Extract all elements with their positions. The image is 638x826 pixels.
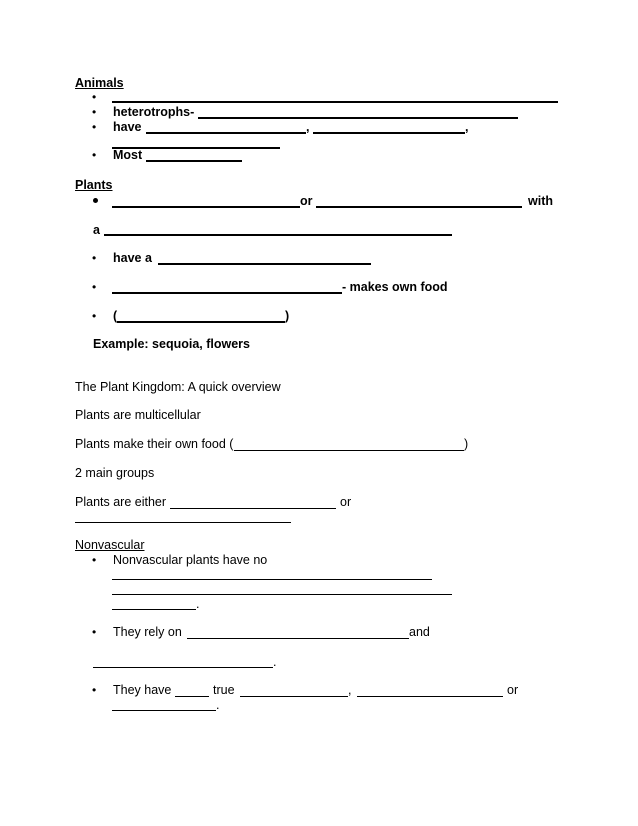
blank-line[interactable] bbox=[112, 206, 300, 208]
blank-line[interactable] bbox=[93, 667, 273, 668]
rely-on-text: They rely on bbox=[113, 625, 182, 639]
blank-line[interactable] bbox=[146, 132, 306, 134]
true-label: true bbox=[213, 683, 235, 697]
makes-own-food-label: - makes own food bbox=[342, 280, 448, 294]
period: . bbox=[273, 655, 277, 669]
blank-line[interactable] bbox=[112, 292, 342, 294]
bullet-marker: • bbox=[92, 683, 97, 697]
bullet-marker: • bbox=[92, 553, 97, 567]
period: . bbox=[196, 597, 200, 611]
either-text: Plants are either bbox=[75, 495, 167, 509]
blank-line[interactable] bbox=[187, 638, 409, 639]
period: . bbox=[216, 698, 220, 712]
bullet-marker: • bbox=[92, 625, 97, 639]
have-label: have bbox=[113, 120, 142, 134]
blank-line[interactable] bbox=[117, 321, 285, 323]
blank-line[interactable] bbox=[146, 160, 242, 162]
heterotrophs-label: heterotrophs- bbox=[113, 105, 195, 119]
blank-line[interactable] bbox=[112, 579, 432, 580]
blank-line[interactable] bbox=[175, 696, 209, 697]
blank-line[interactable] bbox=[170, 508, 336, 509]
overview-title: The Plant Kingdom: A quick overview bbox=[75, 380, 281, 394]
example-text: Example: sequoia, flowers bbox=[93, 337, 250, 351]
blank-line[interactable] bbox=[198, 117, 518, 119]
bullet-marker: • bbox=[92, 120, 97, 134]
bullet-marker: • bbox=[92, 251, 97, 265]
they-have-text: They have bbox=[113, 683, 172, 697]
blank-line[interactable] bbox=[316, 206, 522, 208]
blank-line[interactable] bbox=[158, 263, 371, 265]
a-label: a bbox=[93, 223, 100, 237]
nonvascular-heading: Nonvascular bbox=[75, 538, 145, 552]
paren-open: ( bbox=[113, 309, 118, 323]
or-label: or bbox=[340, 495, 352, 509]
comma: , bbox=[306, 120, 310, 134]
paren-close: ) bbox=[464, 437, 469, 451]
bullet-marker: • bbox=[92, 105, 97, 119]
paren-close: ) bbox=[285, 309, 290, 323]
or-label: or bbox=[507, 683, 519, 697]
have-a-label: have a bbox=[113, 251, 152, 265]
own-food-text: Plants make their own food ( bbox=[75, 437, 234, 451]
have-no-text: Nonvascular plants have no bbox=[113, 553, 268, 567]
blank-line[interactable] bbox=[112, 594, 452, 595]
bullet-marker: • bbox=[92, 148, 97, 162]
most-label: Most bbox=[113, 148, 143, 162]
blank-line[interactable] bbox=[104, 234, 452, 236]
bullet-marker: • bbox=[92, 280, 97, 294]
bullet-marker: • bbox=[92, 90, 97, 104]
comma: , bbox=[465, 120, 469, 134]
animals-heading: Animals bbox=[75, 76, 124, 90]
and-label: and bbox=[409, 625, 430, 639]
blank-line[interactable] bbox=[112, 101, 558, 103]
plants-heading: Plants bbox=[75, 178, 113, 192]
groups-text: 2 main groups bbox=[75, 466, 155, 480]
blank-line[interactable] bbox=[112, 609, 196, 610]
blank-line[interactable] bbox=[112, 710, 216, 711]
bullet-dot-icon bbox=[93, 198, 98, 203]
blank-line[interactable] bbox=[234, 450, 464, 451]
or-label: or bbox=[300, 194, 313, 208]
multicellular-text: Plants are multicellular bbox=[75, 408, 201, 422]
blank-line[interactable] bbox=[240, 696, 348, 697]
bullet-marker: • bbox=[92, 309, 97, 323]
blank-line[interactable] bbox=[313, 132, 465, 134]
blank-line[interactable] bbox=[75, 522, 291, 523]
with-label: with bbox=[528, 194, 553, 208]
comma: , bbox=[348, 683, 352, 697]
blank-line[interactable] bbox=[357, 696, 503, 697]
